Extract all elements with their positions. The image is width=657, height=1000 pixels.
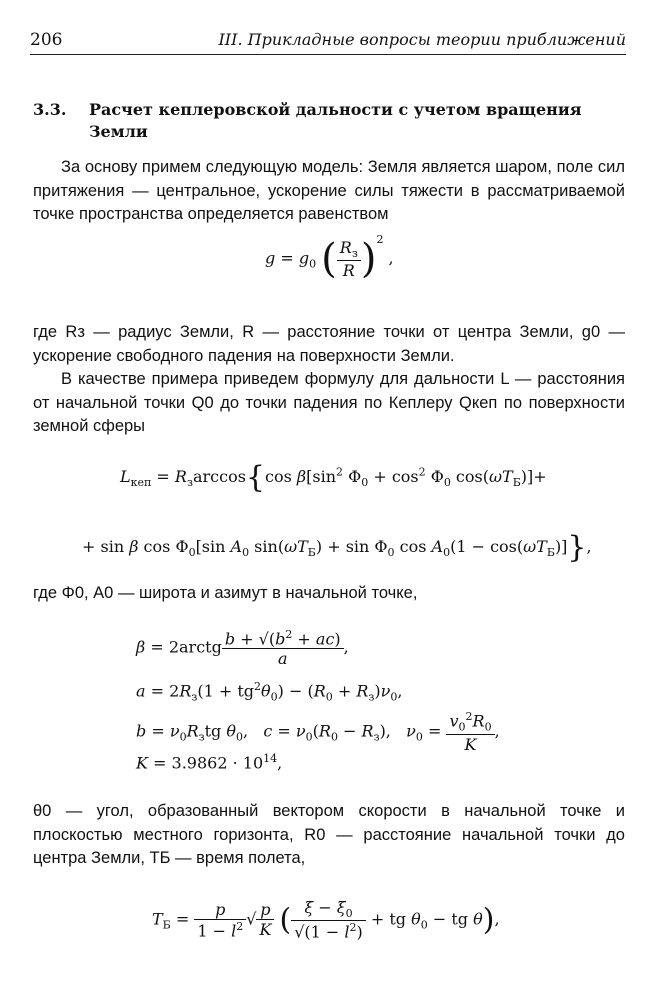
equation-K: $K = 3.9862 \cdot 10^{14}$, [136, 752, 283, 773]
section-number: 3.3. [33, 100, 67, 119]
paragraph-range: В качестве примера приведем формулу для дальности L — расстояния от начальной точки Q0 до точки падения по Кеплеру Qкеп по поверхности земной сферы [33, 370, 625, 435]
running-title: III. Прикладные вопросы теории приближений [218, 30, 626, 49]
header-rule [30, 54, 626, 55]
equation-a: $a = 2R_з(1 + tg^2\theta_0) - (R_0 + R_з)\nu_0$, [136, 680, 403, 704]
equation-gravity: $g = g_0$ ( $\frac{R_з}{R}$ )$^2$ , [265, 233, 394, 282]
equation-flight-time: $T_Б$ = $\frac{p}{1 - l^2}$ √ $\frac{p}{K}$ ( $\frac{\xi - \xi_0}{√(1 - l^2)}$ + tg $\theta_0$ − tg θ), [152, 898, 500, 942]
paragraph-theta: θ0 — угол, образованный вектором скорости в начальной точке и плоскостью местного горизонта, R0 — расстояние начальной точки до центра Земли, TБ — время полета, [33, 802, 625, 867]
equation-range-line2: + sin β $\cos \Phi_0[\sin$ $A_0$ $\sin(\omega T_Б) + \sin \Phi_0$ $\cos A_0(1 - \cos(\omega T_Б)]$}, [82, 530, 592, 565]
K-exponent: 14 [263, 752, 278, 765]
K-value: 3.9862 · 10 [171, 753, 264, 773]
section-title: Расчет кеплеровской дальности с учетом вращения Земли [89, 100, 582, 141]
page-number: 206 [30, 30, 63, 50]
paragraph-latitude: где Φ0, A0 — широта и азимут в начальной точке, [33, 584, 418, 602]
equation-range-line1: $L_{кеп} = R_з\arccos\{\cos$ $\beta[\sin^2$ $\Phi_0 + \cos^2 \Phi_0$ $\cos(\omega T_Б)]+$ [120, 460, 547, 495]
paragraph-definitions: где Rз — радиус Земли, R — расстояние точки от центра Земли, g0 — ускорение свободного падения на поверхности Земли. [33, 323, 625, 365]
paragraph-model: За основу примем следующую модель: Земля является шаром, поле сил притяжения — центральное, ускорение силы тяжести в рассматриваемой точке пространства определяется равенством [33, 158, 625, 223]
equation-beta: β = 2arctg $\frac{b + √(b^2 + ac)}{a}$ , [136, 628, 349, 669]
equation-b-c-nu: $b = \nu_0R_зtg$ $\theta_0$, $c = \nu_0(R_0 - R_з)$, $\nu_0$ = $\frac{v_0^2R_0}{K}$ , [136, 710, 500, 754]
